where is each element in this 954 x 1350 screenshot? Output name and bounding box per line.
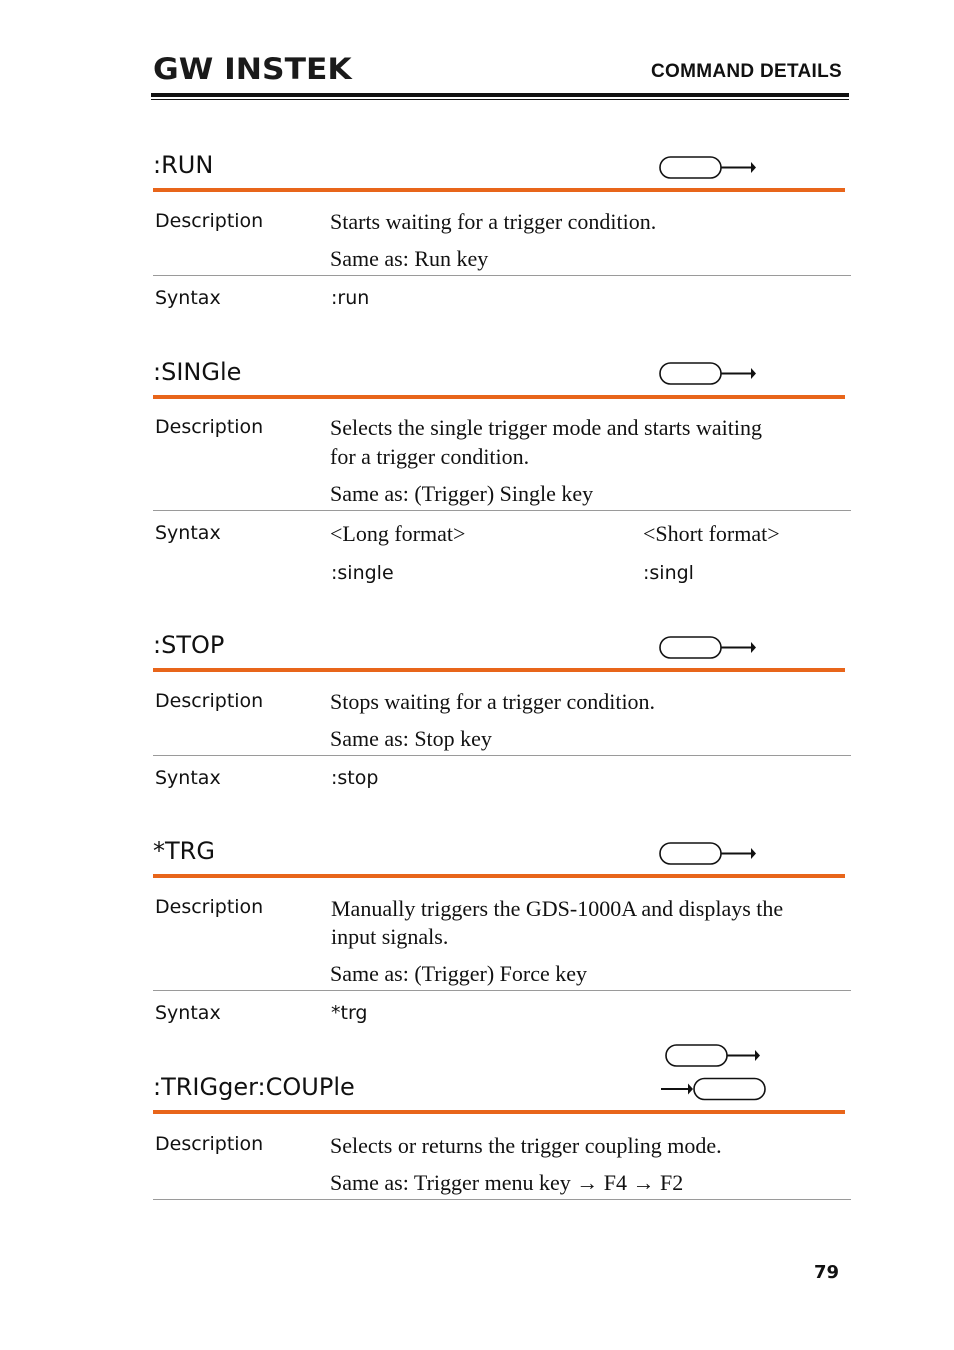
description-text: Starts waiting for a trigger condition. (330, 209, 657, 234)
syntax-text: *trg (331, 1002, 368, 1024)
row-divider (153, 755, 851, 756)
description-label: Description (155, 896, 264, 918)
description-text: Manually triggers the GDS-1000A and displays the (331, 896, 784, 921)
description-text: Selects or returns the trigger coupling mode. (330, 1133, 722, 1158)
description-label: Description (155, 210, 264, 232)
row-divider (153, 990, 851, 991)
section-rule (153, 188, 845, 192)
description-label: Description (155, 416, 264, 438)
section-rule (153, 668, 845, 672)
long-format-syntax: :single (331, 562, 394, 584)
syntax-label: Syntax (155, 287, 221, 309)
section-title-trg: *TRG (153, 837, 215, 865)
page-number: 79 (814, 1262, 840, 1283)
row-divider (153, 275, 851, 276)
description-label: Description (155, 690, 264, 712)
header-rule-thin (151, 99, 849, 100)
description-text: Stops waiting for a trigger condition. (330, 689, 656, 714)
set-command-icon (659, 842, 759, 866)
description-text-line2: input signals. (331, 924, 449, 949)
same-as-text: Same as: Stop key (330, 726, 492, 751)
same-as-text: Same as: (Trigger) Force key (330, 961, 588, 986)
same-as-text: Same as: Run key (330, 246, 489, 271)
short-format-label: <Short format> (643, 521, 780, 546)
section-title-trigger-couple: :TRIGger:COUPle (153, 1073, 355, 1101)
syntax-label: Syntax (155, 1002, 221, 1024)
syntax-text: :run (331, 287, 370, 309)
set-and-query-icon (660, 1044, 770, 1102)
section-title-run: :RUN (153, 151, 214, 179)
header-rule (151, 93, 849, 97)
section-rule (153, 395, 845, 399)
row-divider (153, 1199, 851, 1200)
syntax-label: Syntax (155, 767, 221, 789)
description-text-line2: for a trigger condition. (330, 444, 530, 469)
description-label: Description (155, 1133, 264, 1155)
section-title-single: :SINGle (153, 358, 242, 386)
same-as-text: Same as: Trigger menu key → F4 → F2 (330, 1170, 684, 1195)
syntax-label: Syntax (155, 522, 221, 544)
syntax-text: :stop (331, 767, 379, 789)
row-divider (153, 510, 851, 511)
long-format-label: <Long format> (330, 521, 466, 546)
section-rule (153, 874, 845, 878)
set-command-icon (659, 636, 759, 660)
set-command-icon (659, 156, 759, 180)
short-format-syntax: :singl (643, 562, 694, 584)
chapter-heading: COMMAND DETAILS (651, 61, 842, 82)
description-text: Selects the single trigger mode and starts waiting (330, 415, 762, 440)
section-rule (153, 1110, 845, 1114)
same-as-text: Same as: (Trigger) Single key (330, 481, 594, 506)
section-title-stop: :STOP (153, 631, 225, 659)
gw-instek-logo: GW INSTEK (153, 52, 352, 86)
set-command-icon (659, 362, 759, 386)
